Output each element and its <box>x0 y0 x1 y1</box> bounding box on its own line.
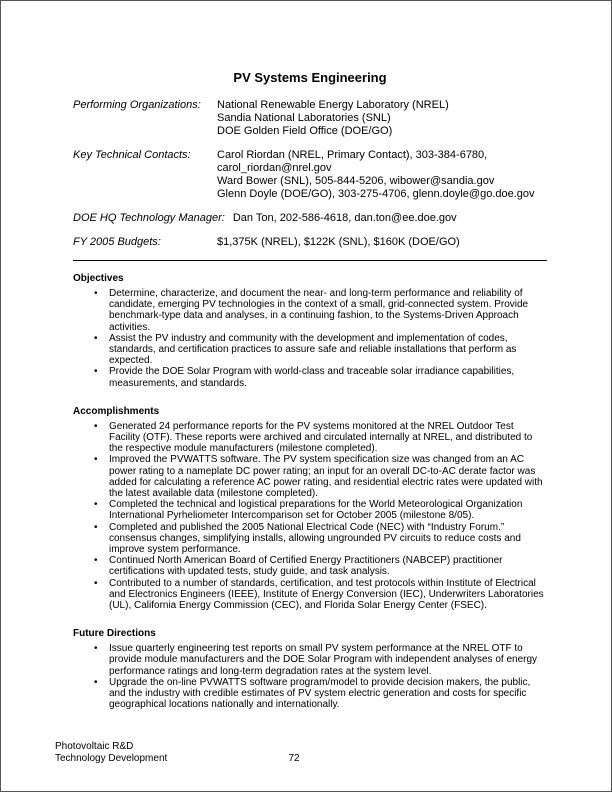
page-title: PV Systems Engineering <box>233 70 387 85</box>
field-values <box>233 212 547 225</box>
section-heading: Accomplishments <box>73 405 160 417</box>
bullet-list <box>73 288 547 389</box>
section-heading: Objectives <box>73 273 124 284</box>
field-values <box>217 236 547 249</box>
section-future-directions <box>73 628 547 710</box>
bullet-list <box>73 643 547 710</box>
bullet-item: • Completed and published the 2005 National Electrical Code (NEC) with “Industry Forum.” consensus changes, simplifying installs, allowing ungrounded PV circuits to reduce costs and improve system performance. <box>73 522 547 556</box>
field-value-line: Glenn Doyle (DOE/GO), 303-275-4706, glenn.doyle@go.doe.gov <box>217 188 535 200</box>
footer-line-2: Technology Development <box>55 753 168 764</box>
field-values <box>217 149 547 201</box>
field-row-doe-hq-technology-manager <box>73 212 547 225</box>
bullet-item: • Contributed to a number of standards, certification, and test protocols within Institute of Electrical and Electronics Engineers (IEEE), Institute of Energy Conversion (IEC), Underwriters Laboratories (UL), California Energy Commission (CEC), and Florida Solar Energy Center (FSEC). <box>73 578 547 612</box>
footer-line-1: Photovoltaic R&D <box>55 741 134 752</box>
field-label: DOE HQ Technology Manager: <box>73 212 225 224</box>
field-value-line: National Renewable Energy Laboratory (NREL) <box>217 99 449 111</box>
section-objectives <box>73 273 547 389</box>
page-number: 72 <box>288 753 300 764</box>
field-value-line: $1,375K (NREL), $122K (SNL), $160K (DOE/GO) <box>217 236 460 248</box>
section-heading: Future Directions <box>73 628 156 640</box>
field-value-line: carol_riordan@nrel.gov <box>217 162 332 174</box>
bullet-item: • Improved the PVWATTS software. The PV system specification size was changed from an AC power rating to a nameplate DC power rating; an input for an overall DC-to-AC derate factor was added for calculating a reference AC power rating, and residential electric rates were updated with the latest available data (milestone completed). <box>73 454 547 499</box>
field-row-fy-2005-budgets <box>73 236 547 249</box>
divider <box>73 260 547 261</box>
field-value-line: DOE Golden Field Office (DOE/GO) <box>217 125 393 137</box>
field-values <box>217 99 547 138</box>
page-content <box>1 1 611 711</box>
bullet-item: • Continued North American Board of Certified Energy Practitioners (NABCEP) practitioner certifications with updated tests, study guide, and task analysis. <box>73 555 547 577</box>
bullet-item: • Issue quarterly engineering test reports on small PV system performance at the NREL OTF to provide module manufacturers and the DOE Solar Program with independent analyses of energy performance ratings and long-term degradation rates at the system level. <box>73 643 547 677</box>
field-label: Key Technical Contacts: <box>73 149 191 161</box>
field-row-performing-organizations <box>73 99 547 138</box>
bullet-item: • Provide the DOE Solar Program with world-class and traceable solar irradiance capabilities, measurements, and standards. <box>73 366 547 388</box>
section-accomplishments <box>73 406 547 611</box>
bullet-item: • Generated 24 performance reports for the PV systems monitored at the NREL Outdoor Test Facility (OTF). These reports were archived and circulated internally at NREL, and distributed to the respective module manufacturers (milestone completed). <box>73 421 547 455</box>
field-row-key-technical-contacts <box>73 149 547 201</box>
bullet-list <box>73 421 547 611</box>
bullet-item: • Upgrade the on-line PVWATTS software program/model to provide decision makers, the public, and the industry with credible estimates of PV system electric generation and costs for specific geographical locations nationally and internationally. <box>73 677 547 711</box>
field-value-line: Carol Riordan (NREL, Primary Contact), 303-384-6780, <box>217 149 488 161</box>
bullet-item: • Assist the PV industry and community with the development and implementation of codes, standards, and certification practices to assure safe and reliable installations that perform as expected. <box>73 333 547 367</box>
field-label: Performing Organizations: <box>73 99 201 111</box>
bullet-item: • Determine, characterize, and document the near- and long-term performance and reliability of candidate, emerging PV technologies in the context of a small, grid-connected system. Provide benchmark-type data and analyses, in a continuing fashion, to the Systems-Driven Approach activities. <box>73 288 547 333</box>
field-value-line: Sandia National Laboratories (SNL) <box>217 112 391 124</box>
field-value-line: Dan Ton, 202-586-4618, dan.ton@ee.doe.gov <box>232 212 457 224</box>
field-label: FY 2005 Budgets: <box>73 236 161 248</box>
bullet-item: • Completed the technical and logistical preparations for the World Meteorological Organization International Pyrheliometer Intercomparison set for October 2005 (milestone 8/05). <box>73 499 547 521</box>
header-fields <box>73 99 547 249</box>
field-value-line: Ward Bower (SNL), 505-844-5206, wibower@sandia.gov <box>217 175 495 187</box>
